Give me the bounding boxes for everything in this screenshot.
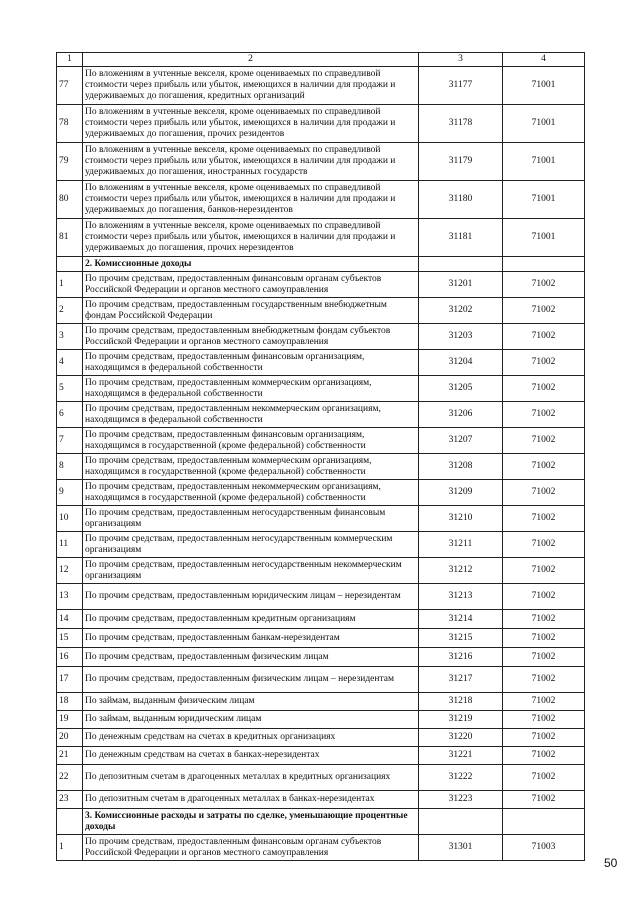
row-code-col4: 71002 <box>503 610 585 629</box>
row-description: По прочим средствам, предоставленным государственным внебюджетным фондам Российской Федерации <box>83 298 419 324</box>
row-number: 21 <box>57 747 83 765</box>
row-description: По прочим средствам, предоставленным финансовым организациям, находящимся в федеральной собственности <box>83 350 419 376</box>
row-description: По вложениям в учтенные векселя, кроме оцениваемых по справедливой стоимости через прибыль или убыток, имеющихся в наличии для продажи и удерживаемых до погашения, прочих резидентов <box>83 105 419 143</box>
table-row <box>57 143 585 181</box>
row-description: По займам, выданным юридическим лицам <box>83 711 419 729</box>
row-code-col4: 71002 <box>503 532 585 558</box>
table-row <box>57 667 585 693</box>
row-number: 3 <box>57 324 83 350</box>
row-code-col3: 31211 <box>419 532 503 558</box>
table-row <box>57 350 585 376</box>
row-description: По прочим средствам, предоставленным физическим лицам <box>83 648 419 667</box>
table-row <box>57 298 585 324</box>
row-code-col4: 71001 <box>503 143 585 181</box>
row-description: По прочим средствам, предоставленным негосударственным коммерческим организациям <box>83 532 419 558</box>
table-row <box>57 610 585 629</box>
table-row <box>57 729 585 747</box>
accounts-table <box>56 52 585 861</box>
row-code-col4 <box>503 809 585 835</box>
table-row <box>57 791 585 809</box>
row-code-col4: 71002 <box>503 272 585 298</box>
row-code-col3: 31218 <box>419 693 503 711</box>
row-code-col4 <box>503 257 585 272</box>
row-number: 19 <box>57 711 83 729</box>
row-code-col3: 31206 <box>419 402 503 428</box>
row-number: 81 <box>57 219 83 257</box>
row-description: По прочим средствам, предоставленным негосударственным некоммерческим организациям <box>83 558 419 584</box>
row-code-col3: 31214 <box>419 610 503 629</box>
row-code-col3: 31209 <box>419 480 503 506</box>
row-code-col3: 31219 <box>419 711 503 729</box>
row-description: По депозитным счетам в драгоценных металлах в банках-нерезидентах <box>83 791 419 809</box>
table-row <box>57 454 585 480</box>
row-number: 20 <box>57 729 83 747</box>
row-code-col4: 71002 <box>503 428 585 454</box>
row-code-col3: 31180 <box>419 181 503 219</box>
row-number: 4 <box>57 350 83 376</box>
table-row <box>57 480 585 506</box>
header-col-2: 2 <box>83 53 419 67</box>
row-code-col4: 71002 <box>503 324 585 350</box>
row-description: По прочим средствам, предоставленным некоммерческим организациям, находящимся в федеральной собственности <box>83 402 419 428</box>
row-code-col3: 31212 <box>419 558 503 584</box>
table-row <box>57 532 585 558</box>
row-code-col4: 71001 <box>503 181 585 219</box>
table-row <box>57 402 585 428</box>
row-number: 15 <box>57 629 83 648</box>
row-code-col4: 71001 <box>503 219 585 257</box>
row-number: 1 <box>57 272 83 298</box>
row-code-col4: 71002 <box>503 402 585 428</box>
header-col-1: 1 <box>57 53 83 67</box>
row-code-col4: 71002 <box>503 629 585 648</box>
row-description: По прочим средствам, предоставленным коммерческим организациям, находящимся в федеральной собственности <box>83 376 419 402</box>
header-col-3: 3 <box>419 53 503 67</box>
row-code-col4: 71002 <box>503 584 585 610</box>
row-code-col3: 31203 <box>419 324 503 350</box>
row-code-col4: 71003 <box>503 835 585 861</box>
row-code-col4: 71002 <box>503 376 585 402</box>
row-code-col4: 71002 <box>503 454 585 480</box>
row-number: 6 <box>57 402 83 428</box>
row-code-col3: 31223 <box>419 791 503 809</box>
row-code-col3: 31220 <box>419 729 503 747</box>
table-row <box>57 648 585 667</box>
row-code-col4: 71001 <box>503 105 585 143</box>
row-code-col4: 71002 <box>503 506 585 532</box>
row-code-col4: 71002 <box>503 791 585 809</box>
table-row <box>57 272 585 298</box>
row-number: 10 <box>57 506 83 532</box>
table-row <box>57 711 585 729</box>
row-description: По прочим средствам, предоставленным финансовым организациям, находящимся в государственной (кроме федеральной) собственности <box>83 428 419 454</box>
table-body <box>57 53 585 861</box>
table-row <box>57 747 585 765</box>
row-description: По денежным средствам на счетах в кредитных организациях <box>83 729 419 747</box>
row-number <box>57 809 83 835</box>
row-code-col3: 31301 <box>419 835 503 861</box>
row-code-col3: 31222 <box>419 765 503 791</box>
row-code-col4: 71002 <box>503 667 585 693</box>
row-code-col3 <box>419 809 503 835</box>
row-code-col3: 31217 <box>419 667 503 693</box>
row-description: По прочим средствам, предоставленным финансовым органам субъектов Российской Федерации и органов местного самоуправления <box>83 272 419 298</box>
row-number: 2 <box>57 298 83 324</box>
row-number: 11 <box>57 532 83 558</box>
row-number: 9 <box>57 480 83 506</box>
row-code-col3: 31202 <box>419 298 503 324</box>
row-code-col4: 71002 <box>503 558 585 584</box>
row-code-col4: 71002 <box>503 693 585 711</box>
row-description: По прочим средствам, предоставленным кредитным организациям <box>83 610 419 629</box>
section-row <box>57 257 585 272</box>
row-description: По денежным средствам на счетах в банках-нерезидентах <box>83 747 419 765</box>
row-description: По вложениям в учтенные векселя, кроме оцениваемых по справедливой стоимости через прибыль или убыток, имеющихся в наличии для продажи и удерживаемых до погашения, кредитных организаций <box>83 67 419 105</box>
row-code-col3: 31205 <box>419 376 503 402</box>
row-description: По прочим средствам, предоставленным негосударственным финансовым организациям <box>83 506 419 532</box>
table-row <box>57 181 585 219</box>
row-description: По прочим средствам, предоставленным финансовым органам субъектов Российской Федерации и органов местного самоуправления <box>83 835 419 861</box>
section-row <box>57 809 585 835</box>
row-code-col4: 71002 <box>503 298 585 324</box>
row-description: По прочим средствам, предоставленным некоммерческим организациям, находящимся в государственной (кроме федеральной) собственности <box>83 480 419 506</box>
row-description: 3. Комиссионные расходы и затраты по сделке, уменьшающие процентные доходы <box>83 809 419 835</box>
row-description: По вложениям в учтенные векселя, кроме оцениваемых по справедливой стоимости через прибыль или убыток, имеющихся в наличии для продажи и удерживаемых до погашения, прочих нерезидентов <box>83 219 419 257</box>
table-row <box>57 835 585 861</box>
row-description: По прочим средствам, предоставленным коммерческим организациям, находящимся в государственной (кроме федеральной) собственности <box>83 454 419 480</box>
row-code-col3: 31215 <box>419 629 503 648</box>
table-row <box>57 584 585 610</box>
table-row <box>57 765 585 791</box>
row-code-col3: 31204 <box>419 350 503 376</box>
row-description: По депозитным счетам в драгоценных металлах в кредитных организациях <box>83 765 419 791</box>
row-number: 8 <box>57 454 83 480</box>
row-code-col4: 71002 <box>503 648 585 667</box>
row-number: 16 <box>57 648 83 667</box>
row-code-col3: 31177 <box>419 67 503 105</box>
row-number <box>57 257 83 272</box>
row-number: 78 <box>57 105 83 143</box>
table-row <box>57 558 585 584</box>
table-row <box>57 67 585 105</box>
row-code-col4: 71002 <box>503 765 585 791</box>
row-code-col3: 31216 <box>419 648 503 667</box>
row-number: 77 <box>57 67 83 105</box>
row-number: 7 <box>57 428 83 454</box>
table-row <box>57 105 585 143</box>
row-description: По вложениям в учтенные векселя, кроме оцениваемых по справедливой стоимости через прибыль или убыток, имеющихся в наличии для продажи и удерживаемых до погашения, банков-нерезидентов <box>83 181 419 219</box>
row-number: 1 <box>57 835 83 861</box>
row-code-col3: 31178 <box>419 105 503 143</box>
row-number: 13 <box>57 584 83 610</box>
row-description: По вложениям в учтенные векселя, кроме оцениваемых по справедливой стоимости через прибыль или убыток, имеющихся в наличии для продажи и удерживаемых до погашения, иностранных государств <box>83 143 419 181</box>
table-row <box>57 324 585 350</box>
row-code-col3 <box>419 257 503 272</box>
header-row <box>57 53 585 67</box>
row-code-col4: 71002 <box>503 350 585 376</box>
table-row <box>57 629 585 648</box>
row-description: По прочим средствам, предоставленным юридическим лицам – нерезидентам <box>83 584 419 610</box>
row-code-col3: 31221 <box>419 747 503 765</box>
row-code-col3: 31201 <box>419 272 503 298</box>
row-code-col4: 71002 <box>503 480 585 506</box>
row-code-col3: 31207 <box>419 428 503 454</box>
row-description: 2. Комиссионные доходы <box>83 257 419 272</box>
row-number: 18 <box>57 693 83 711</box>
row-code-col4: 71002 <box>503 711 585 729</box>
row-code-col3: 31181 <box>419 219 503 257</box>
row-code-col3: 31208 <box>419 454 503 480</box>
row-number: 12 <box>57 558 83 584</box>
row-code-col4: 71002 <box>503 729 585 747</box>
row-code-col4: 71002 <box>503 747 585 765</box>
row-code-col4: 71001 <box>503 67 585 105</box>
row-description: По займам, выданным физическим лицам <box>83 693 419 711</box>
row-description: По прочим средствам, предоставленным банкам-нерезидентам <box>83 629 419 648</box>
row-code-col3: 31179 <box>419 143 503 181</box>
row-number: 22 <box>57 765 83 791</box>
header-col-4: 4 <box>503 53 585 67</box>
row-number: 79 <box>57 143 83 181</box>
row-code-col3: 31210 <box>419 506 503 532</box>
table-row <box>57 428 585 454</box>
table-row <box>57 219 585 257</box>
row-number: 17 <box>57 667 83 693</box>
row-number: 80 <box>57 181 83 219</box>
page-number: 50 <box>604 856 618 870</box>
row-description: По прочим средствам, предоставленным внебюджетным фондам субъектов Российской Федерации и органов местного самоуправления <box>83 324 419 350</box>
table-row <box>57 376 585 402</box>
table-row <box>57 693 585 711</box>
row-number: 23 <box>57 791 83 809</box>
table-row <box>57 506 585 532</box>
row-description: По прочим средствам, предоставленным физическим лицам – нерезидентам <box>83 667 419 693</box>
row-number: 14 <box>57 610 83 629</box>
row-code-col3: 31213 <box>419 584 503 610</box>
row-number: 5 <box>57 376 83 402</box>
